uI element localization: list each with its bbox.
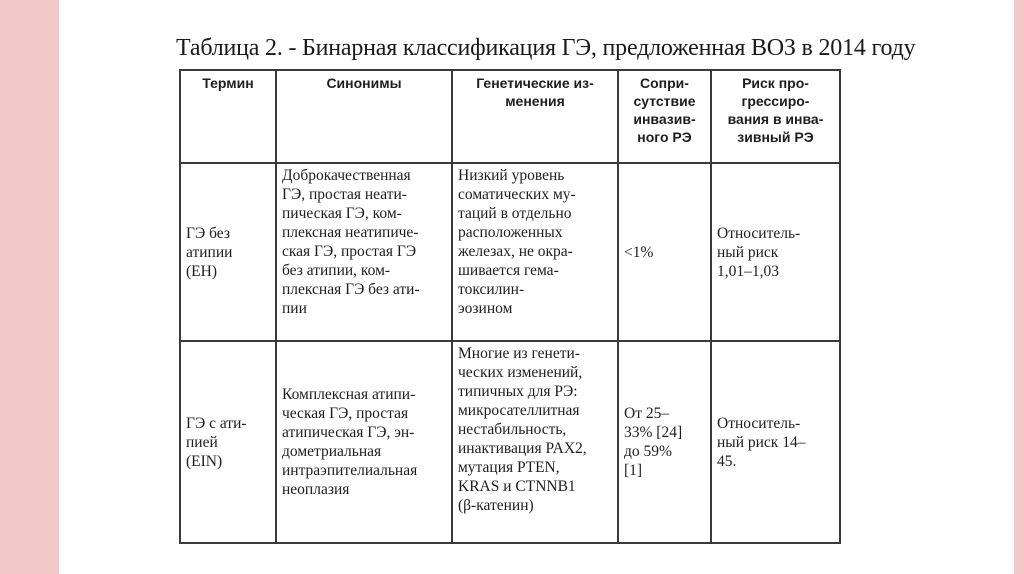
header-progression-risk: Риск про- грессиро- вания в инва- зивный РЭ xyxy=(711,70,840,163)
classification-table xyxy=(179,69,841,544)
header-coexistence: Сопри- сутствие инвазив- ного РЭ xyxy=(618,70,711,163)
cell-risk: Относитель- ный риск 1,01–1,03 xyxy=(711,163,840,341)
cell-genetic: Низкий уровень соматических му- таций в отдельно расположенных железах, не окра- шивается гема- токсилин- эозином xyxy=(452,163,618,341)
cell-coexistence: От 25– 33% [24] до 59% [1] xyxy=(618,341,711,543)
cell-term: ГЭ с ати- пией (EIN) xyxy=(180,341,276,543)
cell-term: ГЭ без атипии (EH) xyxy=(180,163,276,341)
cell-risk: Относитель- ный риск 14– 45. xyxy=(711,341,840,543)
table-header-row xyxy=(180,70,840,163)
table-caption: Таблица 2. - Бинарная классификация ГЭ, предложенная ВОЗ в 2014 году xyxy=(176,35,916,61)
cell-synonyms: Доброкачественная ГЭ, простая неати- пическая ГЭ, ком- плексная неатипиче- ская ГЭ, простая ГЭ без атипии, ком- плексная ГЭ без ати- пии xyxy=(276,163,452,341)
header-genetic-changes: Генетические из- менения xyxy=(452,70,618,163)
cell-genetic: Многие из генети- ческих изменений, типичных для РЭ: микросателлитная нестабильность, инактивация PAX2, мутация PTEN, KRAS и CTNNB1 (β-катенин) xyxy=(452,341,618,543)
table-row xyxy=(180,163,840,341)
cell-synonyms: Комплексная атипи- ческая ГЭ, простая атипическая ГЭ, эн- дометриальная интраэпителиальная неоплазия xyxy=(276,341,452,543)
cell-coexistence: <1% xyxy=(618,163,711,341)
header-synonyms: Синонимы xyxy=(276,70,452,163)
table-row xyxy=(180,341,840,543)
header-term: Термин xyxy=(180,70,276,163)
